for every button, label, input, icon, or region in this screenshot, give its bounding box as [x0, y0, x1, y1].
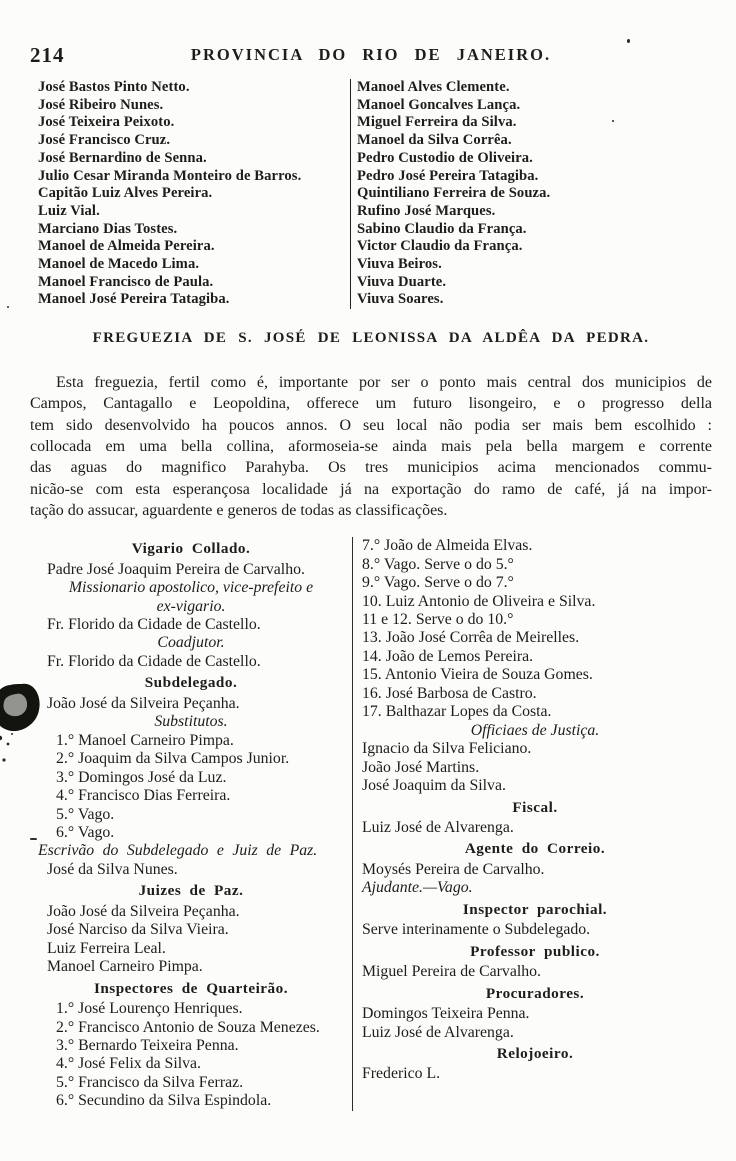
- running-title: PROVINCIA DO RIO DE JANEIRO.: [190, 45, 552, 64]
- name-list-entry: Manoel Goncalves Lança.: [357, 96, 521, 113]
- directory-entry: ex-vigario.: [156, 597, 226, 615]
- directory-entry: Luiz Ferreira Leal.: [47, 939, 166, 957]
- directory-entry: 6.° Secundino da Silva Espindola.: [56, 1092, 272, 1110]
- directory-entry: 9.° Vago. Serve o do 7.°: [362, 574, 514, 592]
- directory-entry: José Joaquim da Silva.: [362, 777, 506, 795]
- name-list-entry: Manoel Alves Clemente.: [357, 79, 510, 95]
- directory-entry: Serve interinamente o Subdelegado.: [362, 921, 591, 939]
- name-list-entry: Sabino Claudio da França.: [357, 220, 527, 237]
- directory-entry: Officiaes de Justiça.: [470, 721, 600, 739]
- directory-entry: Domingos Teixeira Penna.: [362, 1005, 530, 1023]
- name-list-entry: Pedro José Pereira Tatagiba.: [357, 167, 539, 184]
- directory-entry: Coadjutor.: [157, 634, 225, 652]
- name-list-entry: Rufino José Marques.: [357, 202, 496, 219]
- name-list-entry: Marciano Dias Tostes.: [38, 220, 178, 237]
- margin-dash-artifact: [30, 838, 37, 840]
- paragraph-line: nicão-se com esta esperançosa localidade já na exportação do ramo de café, já na impor-: [30, 480, 712, 498]
- page-header: [30, 45, 712, 69]
- directory-entry: Subdelegado.: [144, 674, 238, 692]
- directory-entry: Frederico L.: [362, 1065, 441, 1083]
- directory-entry: 7.° João de Almeida Elvas.: [362, 537, 533, 555]
- directory-entry: Professor publico.: [470, 942, 600, 960]
- top-name-list-right: [350, 79, 712, 309]
- name-list-entry: Manoel de Macedo Lima.: [38, 256, 200, 273]
- directory-entry: 6.° Vago.: [56, 824, 115, 842]
- section-title: FREGUEZIA DE S. JOSÉ DE LEONISSA DA ALDÊA DA PEDRA.: [92, 330, 650, 347]
- directory-entry: Procuradores.: [485, 984, 585, 1002]
- name-list-entry: José Teixeira Peixoto.: [38, 114, 175, 131]
- paragraph-line: collocada em uma bella collina, aformoseia-se ainda mais pela bella margem e corrente: [30, 438, 712, 456]
- paragraph-line: tem sido desenvolvido ha poucos annos. O seu local não podia ser mais bem escolhido :: [30, 416, 712, 434]
- paragraph-line: Esta freguezia, fertil como é, importante por ser o ponto mais central dos municipios de: [56, 374, 712, 392]
- name-list-entry: Capitão Luiz Alves Pereira.: [38, 185, 213, 202]
- directory-entry: Relojoeiro.: [496, 1045, 574, 1062]
- directory-entry: 4.° José Felix da Silva.: [56, 1055, 201, 1073]
- directory-entry: 11 e 12. Serve o do 10.°: [362, 611, 514, 629]
- name-list-entry: Luiz Vial.: [38, 202, 100, 219]
- directory-entry: Escrivão do Subdelegado e Juiz de Paz.: [38, 842, 318, 860]
- directory-entry: 10. Luiz Antonio de Oliveira e Silva.: [362, 592, 596, 610]
- directory-entry: Padre José Joaquim Pereira de Carvalho.: [47, 560, 305, 578]
- directory-entry: 17. Balthazar Lopes da Costa.: [362, 703, 552, 721]
- name-list-entry: José Ribeiro Nunes.: [38, 96, 164, 113]
- name-list-entry: José Bastos Pinto Netto.: [38, 79, 190, 95]
- directory-entry: Moysés Pereira de Carvalho.: [362, 860, 545, 878]
- directory-entry: 15. Antonio Vieira de Souza Gomes.: [362, 666, 593, 684]
- name-list-entry: Miguel Ferreira da Silva.: [357, 114, 517, 131]
- directory-entry: João José da Silveira Peçanha.: [47, 902, 240, 920]
- intro-paragraph: [30, 372, 712, 521]
- name-list-entry: José Francisco Cruz.: [38, 132, 171, 149]
- directory-entry: Missionario apostolico, vice-prefeito e: [68, 579, 314, 597]
- directory-entry: Inspector parochial.: [462, 900, 608, 918]
- name-list-entry: Viuva Soares.: [357, 291, 444, 308]
- name-list-entry: Viuva Duarte.: [357, 273, 447, 290]
- directory-columns: [30, 537, 712, 1111]
- paragraph-line: Campos, Cantagallo e Leopoldina, offerece um futuro lisongeiro, e o progresso della: [30, 395, 712, 413]
- directory-entry: Inspectores de Quarteirão.: [93, 979, 289, 997]
- directory-entry: 13. João José Corrêa de Meirelles.: [362, 629, 580, 647]
- scan-speck: [627, 39, 630, 43]
- directory-right-column: [352, 537, 712, 1111]
- name-list-entry: Pedro Custodio de Oliveira.: [357, 149, 533, 166]
- directory-entry: 3.° Domingos José da Luz.: [56, 768, 227, 786]
- name-list-entry: Victor Claudio da França.: [357, 238, 523, 255]
- name-list-entry: Manoel da Silva Corrêa.: [357, 132, 512, 149]
- directory-entry: 4.° Francisco Dias Ferreira.: [56, 787, 231, 805]
- scan-speck: [612, 120, 614, 122]
- directory-entry: Ajudante.—Vago.: [362, 879, 473, 897]
- directory-entry: Fr. Florido da Cidade de Castello.: [47, 616, 261, 634]
- page-number: 214: [30, 43, 65, 67]
- directory-entry: Luiz José de Alvarenga.: [362, 819, 514, 837]
- directory-entry: Vigario Collado.: [131, 540, 251, 558]
- directory-entry: João José Martins.: [362, 758, 480, 776]
- directory-entry: 14. João de Lemos Pereira.: [362, 647, 534, 665]
- directory-entry: 5.° Vago.: [56, 805, 115, 823]
- directory-entry: Fiscal.: [512, 798, 558, 816]
- name-list-entry: Manoel de Almeida Pereira.: [38, 238, 215, 255]
- directory-entry: Miguel Pereira de Carvalho.: [362, 963, 541, 981]
- directory-entry: José da Silva Nunes.: [47, 860, 178, 878]
- directory-entry: 3.° Bernardo Teixeira Penna.: [56, 1037, 239, 1054]
- name-list-entry: Manoel José Pereira Tatagiba.: [38, 291, 230, 308]
- directory-entry: Juizes de Paz.: [138, 882, 244, 900]
- directory-entry: 2.° Joaquim da Silva Campos Junior.: [56, 750, 290, 768]
- directory-entry: 2.° Francisco Antonio de Souza Menezes.: [56, 1018, 320, 1036]
- name-list-entry: Viuva Beiros.: [357, 256, 442, 273]
- directory-entry: 8.° Vago. Serve o do 5.°: [362, 555, 514, 573]
- directory-entry: 1.° Manoel Carneiro Pimpa.: [56, 731, 234, 749]
- directory-entry: 16. José Barbosa de Castro.: [362, 684, 537, 702]
- name-list-entry: Quintiliano Ferreira de Souza.: [357, 185, 551, 202]
- directory-entry: 5.° Francisco da Silva Ferraz.: [56, 1073, 244, 1091]
- top-name-lists: [30, 79, 712, 309]
- directory-entry: Agente do Correio.: [464, 840, 606, 858]
- directory-entry: Manoel Carneiro Pimpa.: [47, 958, 203, 976]
- paragraph-line: das aguas do magnifico Parahyba. Os tres municipios acima mencionados commu-: [30, 459, 712, 477]
- directory-left-column: [30, 537, 352, 1111]
- top-name-list-left: [30, 79, 350, 309]
- directory-entry: Fr. Florido da Cidade de Castello.: [47, 652, 261, 670]
- directory-entry: Substitutos.: [154, 713, 228, 731]
- paragraph-line: tação do assucar, aguardente e generos de todas as classificações.: [30, 501, 448, 519]
- directory-entry: 1.° José Lourenço Henriques.: [56, 1000, 243, 1018]
- ink-blot-stain: [0, 676, 44, 776]
- directory-entry: João José da Silveira Peçanha.: [47, 694, 240, 712]
- directory-entry: Luiz José de Alvarenga.: [362, 1023, 514, 1041]
- name-list-entry: Manoel Francisco de Paula.: [38, 273, 214, 290]
- name-list-entry: José Bernardino de Senna.: [38, 149, 207, 166]
- scan-speck: [7, 306, 9, 308]
- directory-entry: José Narciso da Silva Vieira.: [47, 921, 229, 939]
- directory-entry: Ignacio da Silva Feliciano.: [362, 740, 532, 758]
- name-list-entry: Julio Cesar Miranda Monteiro de Barros.: [38, 167, 302, 184]
